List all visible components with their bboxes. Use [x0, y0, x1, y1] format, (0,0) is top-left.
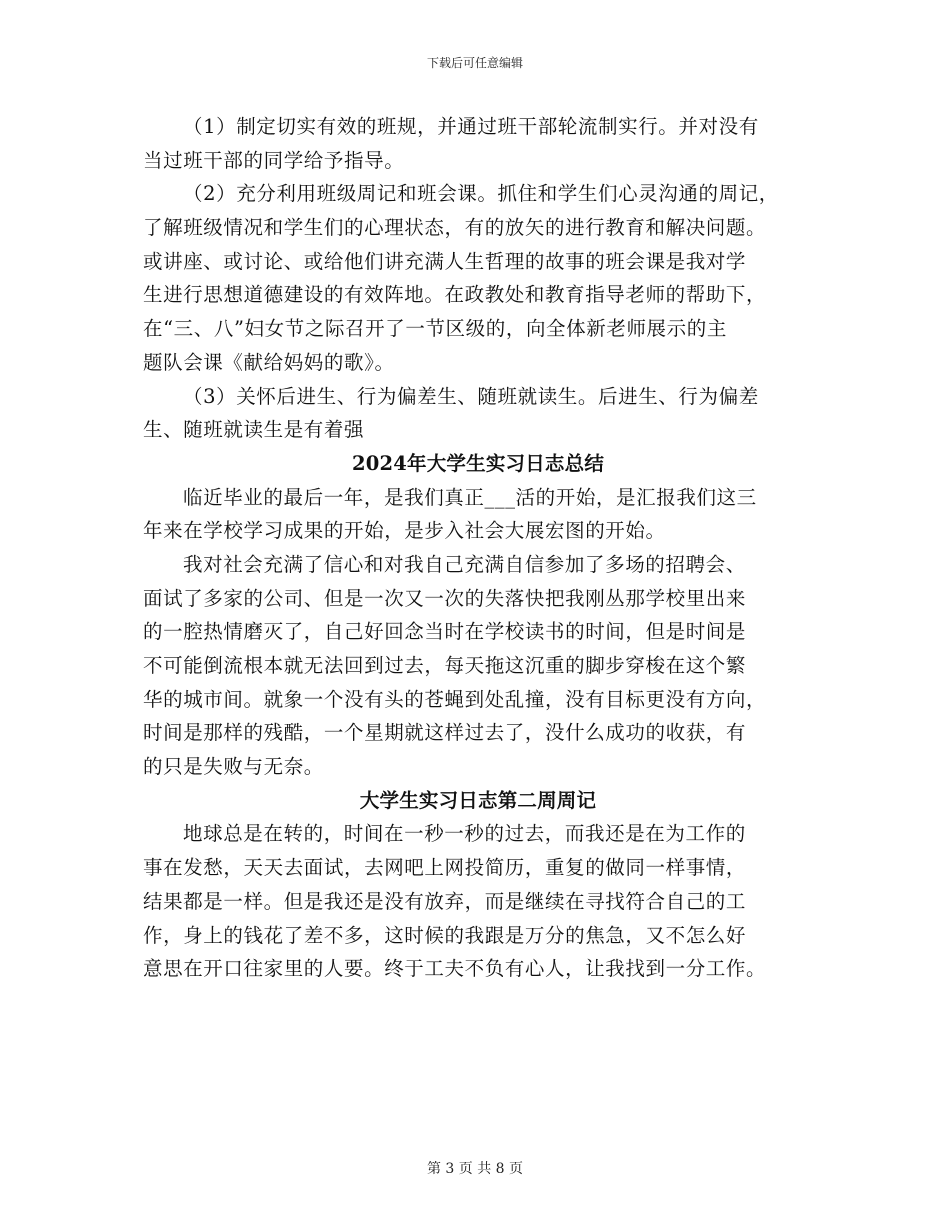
text-line: 事在发愁，天天去面试，去网吧上网投简历，重复的做同一样事情，	[143, 856, 747, 880]
text-line: 在“三、八”妇女节之际召开了一节区级的，向全体新老师展示的主	[143, 317, 727, 341]
text-line: 面试了多家的公司、但是一次又一次的失落快把我刚丛那学校里出来	[143, 586, 747, 610]
text-line: 年来在学校学习成果的开始，是步入社会大展宏图的开始。	[143, 519, 666, 543]
text-line: （3）关怀后进生、行为偏差生、随班就读生。后进生、行为偏差	[183, 384, 759, 408]
text-line: 意思在开口往家里的人要。终于工夫不负有心人，让我找到一分工作。	[143, 957, 767, 981]
text-line: 的只是失败与无奈。	[143, 755, 324, 779]
text-line: 地球总是在转的，时间在一秒一秒的过去，而我还是在为工作的	[183, 822, 746, 846]
text-line: 时间是那样的残酷，一个星期就这样过去了，没什么成功的收获，有	[143, 721, 747, 745]
text-line: 题队会课《献给妈妈的歌》。	[143, 350, 395, 374]
section-heading: 大学生实习日志第二周周记	[359, 788, 597, 812]
text-line: 或讲座、或讨论、或给他们讲充满人生哲理的故事的班会课是我对学	[143, 249, 747, 273]
text-line: 了解班级情况和学生们的心理状态，有的放矢的进行教育和解决问题。	[143, 216, 767, 240]
document-body	[143, 110, 813, 986]
text-line: 生进行思想道德建设的有效阵地。在政教处和教育指导老师的帮助下，	[143, 283, 767, 307]
page-footer: 第 3 页 共 8 页	[426, 1161, 524, 1177]
text-line: 作，身上的钱花了差不多，这时候的我跟是万分的焦急，又不怎么好	[143, 923, 747, 947]
text-line: 临近毕业的最后一年，是我们真正___活的开始，是汇报我们这三	[183, 485, 757, 509]
text-line: 我对社会充满了信心和对我自己充满自信参加了多场的招聘会、	[183, 552, 746, 576]
text-line: 不可能倒流根本就无法回到过去，每天拖这沉重的脚步穿梭在这个繁	[143, 654, 747, 677]
text-line: 生、随班就读生是有着强	[143, 418, 365, 442]
text-line: （2）充分利用班级周记和班会课。抓住和学生们心灵沟通的周记，	[183, 182, 779, 206]
section-heading: 2024年大学生实习日志总结	[351, 451, 605, 475]
page-header: 下载后可任意编辑	[426, 56, 523, 70]
text-line: 结果都是一样。但是我还是没有放弃，而是继续在寻找符合自己的工	[143, 889, 747, 913]
text-line: 华的城市间。就象一个没有头的苍蝇到处乱撞，没有目标更没有方向，	[143, 687, 767, 711]
text-line: 的一腔热情磨灭了，自己好回念当时在学校读书的时间，但是时间是	[143, 620, 747, 644]
text-line: （1）制定切实有效的班规，并通过班干部轮流制实行。并对没有	[183, 115, 759, 138]
text-line: 当过班干部的同学给予指导。	[143, 148, 405, 172]
